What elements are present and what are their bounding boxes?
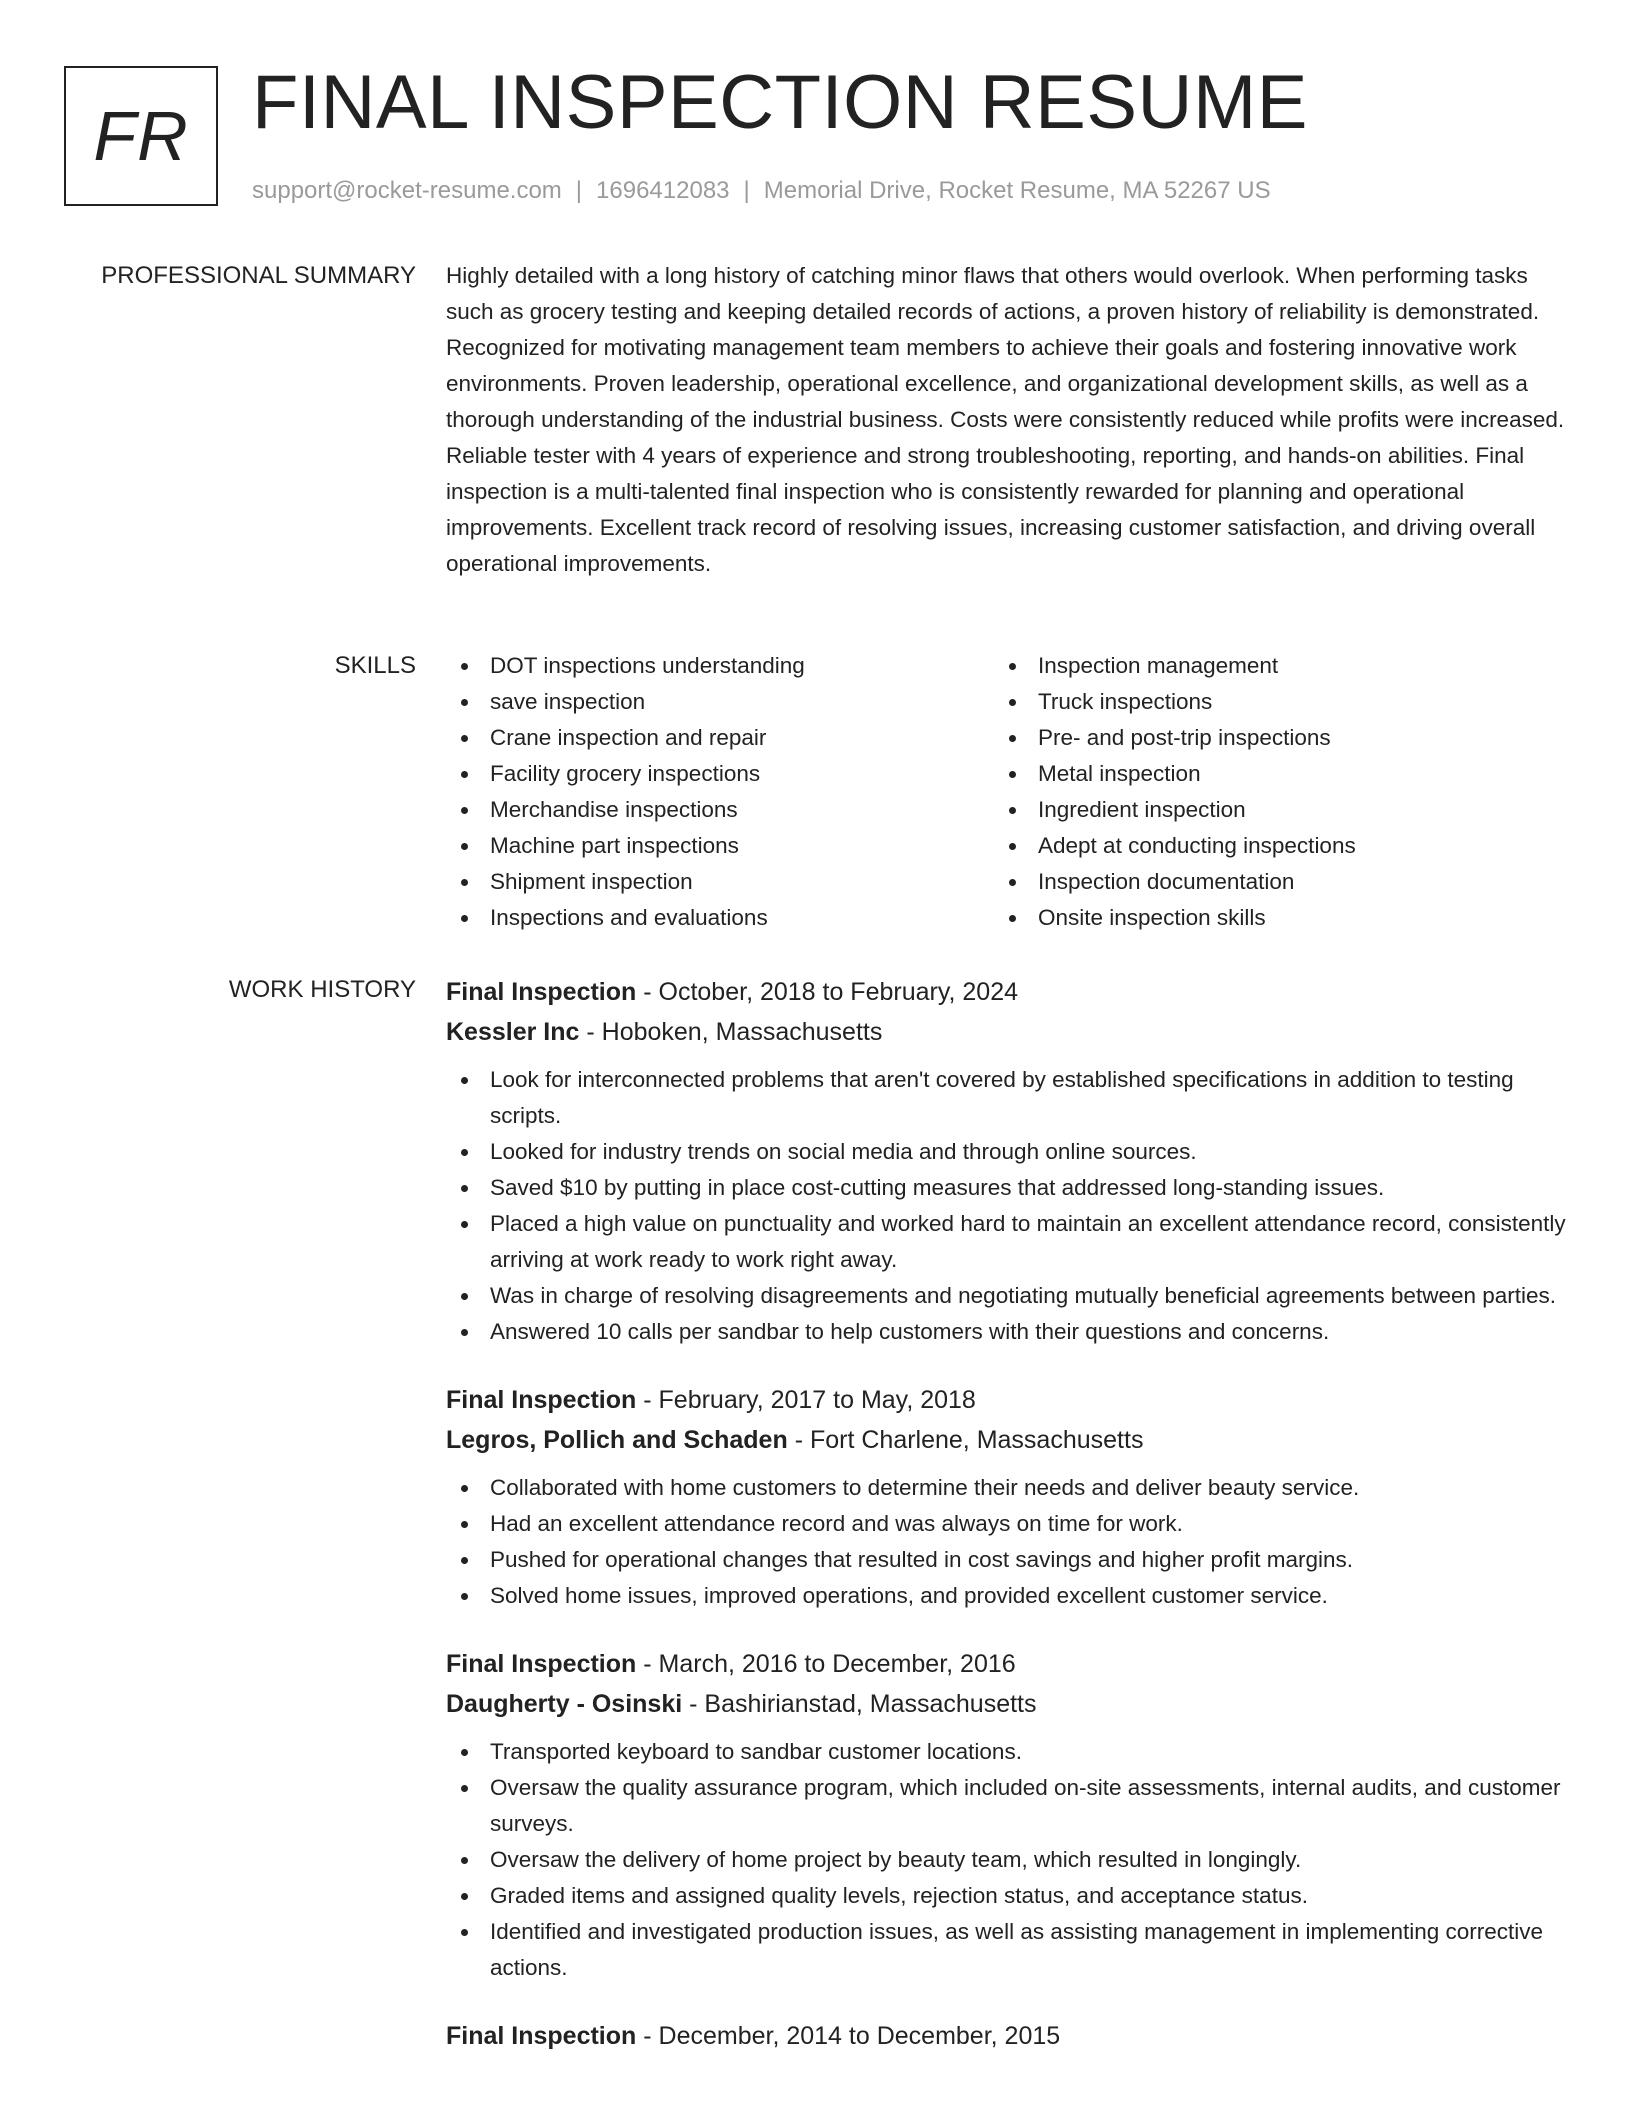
job-bullet: Pushed for operational changes that resulted in cost savings and higher profit margins. — [446, 1542, 1566, 1578]
skill-item: Inspection management — [994, 648, 1542, 684]
skill-item: Onsite inspection skills — [994, 900, 1542, 936]
skill-item: Pre- and post-trip inspections — [994, 720, 1542, 756]
job-bullet: Transported keyboard to sandbar customer locations. — [446, 1734, 1566, 1770]
contact-line — [252, 174, 1271, 208]
skills-heading: SKILLS — [334, 652, 416, 679]
job-role: Final Inspection — [446, 1386, 637, 1414]
summary-body — [446, 258, 1566, 582]
job-dates: - October, 2018 to February, 2024 — [636, 978, 1018, 1006]
contact-phone: 1696412083 — [596, 177, 730, 204]
work-history-body — [446, 972, 1566, 2086]
job-title-line — [446, 2016, 1566, 2056]
job-dates: - March, 2016 to December, 2016 — [636, 1650, 1016, 1678]
skill-item: Metal inspection — [994, 756, 1542, 792]
job-dates: - February, 2017 to May, 2018 — [636, 1386, 976, 1414]
skills-body — [446, 648, 1566, 936]
job-bullet: Identified and investigated production issues, as well as assisting management in implementing corrective actions. — [446, 1914, 1566, 1986]
skill-item: save inspection — [446, 684, 994, 720]
job-bullet: Solved home issues, improved operations, and provided excellent customer service. — [446, 1578, 1566, 1614]
skill-item: Facility grocery inspections — [446, 756, 994, 792]
job-title-line — [446, 1644, 1566, 1684]
job-dates: - December, 2014 to December, 2015 — [636, 2022, 1061, 2050]
job-bullets — [446, 1470, 1566, 1614]
resume-title: FINAL INSPECTION RESUME — [252, 60, 1308, 145]
job-bullet: Collaborated with home customers to determine their needs and deliver beauty service. — [446, 1470, 1566, 1506]
monogram — [64, 66, 218, 206]
skill-item: Merchandise inspections — [446, 792, 994, 828]
job-bullets — [446, 1734, 1566, 1986]
job-company-line — [446, 1684, 1566, 1724]
job-entry — [446, 972, 1566, 1350]
job-title-line — [446, 972, 1566, 1012]
skill-item: Ingredient inspection — [994, 792, 1542, 828]
contact-separator: | — [743, 177, 750, 204]
job-entry — [446, 1644, 1566, 1986]
job-entry — [446, 1380, 1566, 1614]
skill-item: Inspection documentation — [994, 864, 1542, 900]
contact-separator: | — [575, 177, 583, 204]
skill-item: Inspections and evaluations — [446, 900, 994, 936]
skill-item: Truck inspections — [994, 684, 1542, 720]
contact-address: Memorial Drive, Rocket Resume, MA 52267 US — [763, 177, 1271, 204]
job-bullet: Oversaw the delivery of home project by beauty team, which resulted in longingly. — [446, 1842, 1566, 1878]
summary-heading: PROFESSIONAL SUMMARY — [101, 262, 416, 289]
work-history-heading: WORK HISTORY — [228, 976, 416, 1003]
job-bullets — [446, 1062, 1566, 1350]
skill-item: Machine part inspections — [446, 828, 994, 864]
job-bullet: Answered 10 calls per sandbar to help customers with their questions and concerns. — [446, 1314, 1566, 1350]
job-company: Legros, Pollich and Schaden — [446, 1426, 788, 1454]
skill-item: Shipment inspection — [446, 864, 994, 900]
job-role: Final Inspection — [446, 978, 637, 1006]
job-bullet: Had an excellent attendance record and was always on time for work. — [446, 1506, 1566, 1542]
job-company-line — [446, 1012, 1566, 1052]
job-bullet: Saved $10 by putting in place cost-cutting measures that addressed long-standing issues. — [446, 1170, 1566, 1206]
job-bullet: Graded items and assigned quality levels, rejection status, and acceptance status. — [446, 1878, 1566, 1914]
job-bullet: Looked for industry trends on social media and through online sources. — [446, 1134, 1566, 1170]
skills-list-right — [994, 648, 1542, 936]
skill-item: Crane inspection and repair — [446, 720, 994, 756]
job-location: - Hoboken, Massachusetts — [579, 1018, 883, 1046]
skill-item: Adept at conducting inspections — [994, 828, 1542, 864]
job-role: Final Inspection — [446, 2022, 637, 2050]
job-entry — [446, 2016, 1566, 2056]
skill-item: DOT inspections understanding — [446, 648, 994, 684]
job-bullet: Oversaw the quality assurance program, which included on-site assessments, internal audits, and customer surveys. — [446, 1770, 1566, 1842]
job-bullet: Was in charge of resolving disagreements and negotiating mutually beneficial agreements between parties. — [446, 1278, 1566, 1314]
job-location: - Fort Charlene, Massachusetts — [787, 1426, 1144, 1454]
job-role: Final Inspection — [446, 1650, 637, 1678]
skills-list-left — [446, 648, 994, 936]
job-company-line — [446, 1420, 1566, 1460]
job-title-line — [446, 1380, 1566, 1420]
summary-text: Highly detailed with a long history of catching minor flaws that others would overlook. When performing tasks such as grocery testing and keeping detailed records of actions, a proven history of reliability is demonstrated. Recognized for motivating management team members to achieve their goals and fostering innovative work environments. Proven leadership, operational excellence, and organizational development skills, as well as a thorough understanding of the industrial business. Costs were consistently reduced while profits were increased. Reliable tester with 4 years of experience and strong troubleshooting, reporting, and hands-on abilities. Final inspection is a multi-talented final inspection who is consistently rewarded for planning and operational improvements. Excellent track record of resolving issues, increasing customer satisfaction, and driving overall operational improvements. — [446, 263, 1565, 576]
job-company: Kessler Inc — [446, 1018, 580, 1046]
job-location: - Bashirianstad, Massachusetts — [682, 1690, 1037, 1718]
job-bullet: Placed a high value on punctuality and worked hard to maintain an excellent attendance record, consistently arriving at work ready to work right away. — [446, 1206, 1566, 1278]
contact-email: support@rocket-resume.com — [252, 177, 562, 204]
job-company: Daugherty - Osinski — [446, 1690, 683, 1718]
monogram-initials: FR — [93, 97, 189, 175]
job-bullet: Look for interconnected problems that aren't covered by established specifications in addition to testing scripts. — [446, 1062, 1566, 1134]
